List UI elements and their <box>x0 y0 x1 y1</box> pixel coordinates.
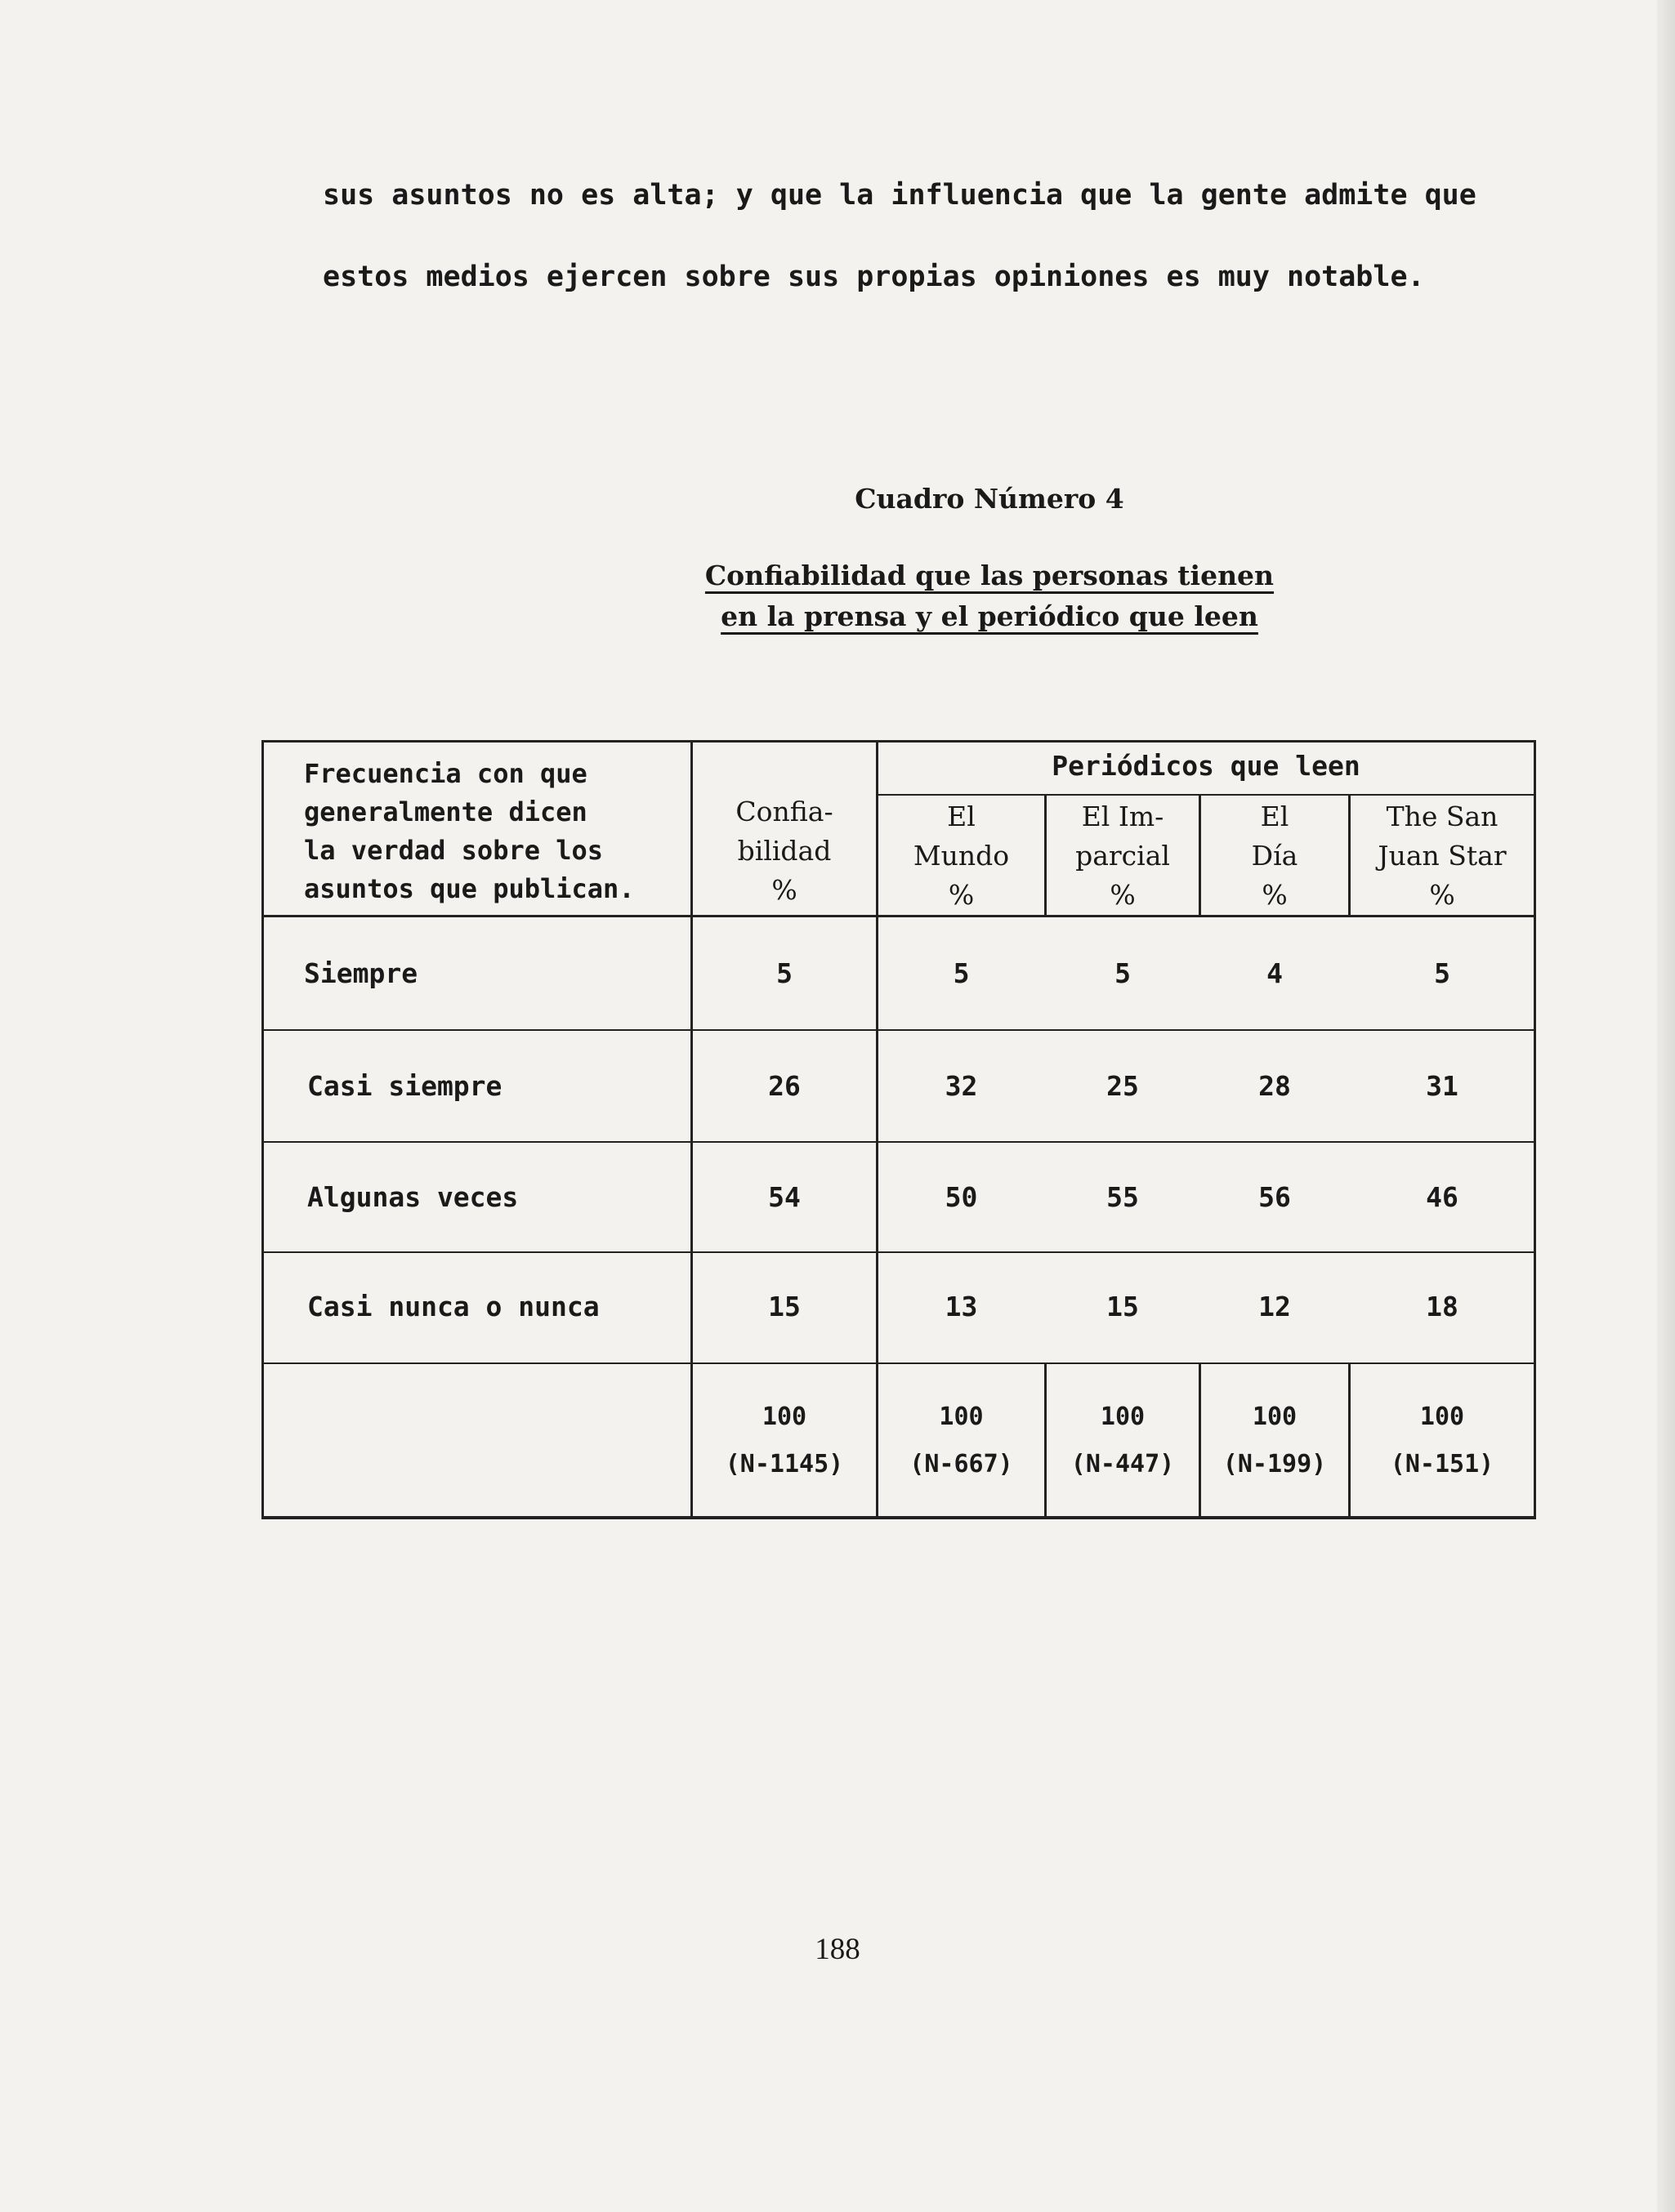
total-cell <box>878 1394 1044 1488</box>
total-cell <box>1351 1394 1534 1488</box>
total-cell <box>1201 1394 1348 1488</box>
table-cell: 26 <box>768 1070 801 1102</box>
row-label: Casi siempre <box>307 1070 502 1102</box>
total-n: (N-1145) <box>725 1450 844 1478</box>
row-rule-2 <box>261 1141 1536 1143</box>
table-cell: 4 <box>1266 957 1283 989</box>
total-n: (N-199) <box>1222 1450 1327 1478</box>
stub-header-line: Frecuencia con que <box>304 758 587 789</box>
row-rule-1 <box>261 1029 1536 1031</box>
table-cell: 32 <box>945 1070 978 1102</box>
table-cell: 5 <box>953 957 970 989</box>
paper-header-pct: % <box>1262 879 1288 911</box>
header-bottom-rule <box>261 915 1536 917</box>
periodicos-group-header: Periódicos que leen <box>1052 750 1360 782</box>
table-cell: 28 <box>1258 1070 1291 1102</box>
page-number: 188 <box>815 1933 860 1966</box>
total-cell <box>693 1394 876 1488</box>
stub-header-line: la verdad sobre los <box>304 835 604 866</box>
paper-header-line: El <box>1260 801 1289 832</box>
table-cell: 13 <box>945 1291 978 1322</box>
confiabilidad-header <box>693 792 876 910</box>
table-bottom-rule <box>261 1516 1536 1519</box>
row-label: Casi nunca o nunca <box>307 1291 600 1322</box>
stub-header-line: generalmente dicen <box>304 796 587 827</box>
paper-header-line: The San <box>1386 801 1499 832</box>
row-rule-4 <box>261 1362 1536 1364</box>
table-cell: 5 <box>1114 957 1131 989</box>
paper-header-line: Día <box>1251 840 1298 872</box>
table-cell: 5 <box>1434 957 1450 989</box>
stub-header <box>304 755 635 908</box>
data-table <box>261 740 1536 1523</box>
stub-header-line: asuntos que publican. <box>304 873 635 904</box>
paper-header-el-dia <box>1201 797 1348 915</box>
paragraph-line-1: sus asuntos no es alta; y que la influencia que la gente admite que <box>323 179 1476 212</box>
table-title-line-1: Confiabilidad que las personas tienen <box>704 560 1275 591</box>
table-cell: 25 <box>1106 1070 1139 1102</box>
total-n: (N-667) <box>909 1450 1013 1478</box>
table-cell: 15 <box>768 1291 801 1322</box>
right-rule <box>1534 740 1536 1519</box>
row-label: Siempre <box>304 957 418 989</box>
confiabilidad-header-line: % <box>771 874 797 906</box>
paper-header-line: Juan Star <box>1378 840 1507 872</box>
total-n: (N-447) <box>1070 1450 1175 1478</box>
paper-header-line: El Im- <box>1081 801 1164 832</box>
row-rule-3 <box>261 1251 1536 1253</box>
table-cell: 18 <box>1426 1291 1458 1322</box>
table-cell: 55 <box>1106 1181 1139 1213</box>
table-top-rule <box>261 740 1536 743</box>
table-cell: 50 <box>945 1181 978 1213</box>
left-rule <box>261 740 264 1519</box>
table-cell: 54 <box>768 1181 801 1213</box>
paper-header-line: parcial <box>1075 840 1170 872</box>
paragraph-line-2: estos medios ejercen sobre sus propias opiniones es muy notable. <box>323 261 1425 293</box>
table-cell: 31 <box>1426 1070 1458 1102</box>
paper-header-pct: % <box>948 879 975 911</box>
table-cell: 12 <box>1258 1291 1291 1322</box>
confiabilidad-header-line: bilidad <box>737 835 832 867</box>
total-value: 100 <box>1419 1403 1465 1431</box>
total-n: (N-151) <box>1390 1450 1494 1478</box>
page-edge <box>1657 0 1675 2212</box>
table-title-line-2: en la prensa y el periódico que leen <box>721 600 1258 632</box>
total-cell <box>1047 1394 1199 1488</box>
paper-header-el-mundo <box>878 797 1044 915</box>
total-value: 100 <box>939 1403 984 1431</box>
table-cell: 15 <box>1106 1291 1139 1322</box>
total-value: 100 <box>762 1403 807 1431</box>
table-number: Cuadro Número 4 <box>855 483 1124 515</box>
paper-header-el-imparcial <box>1047 797 1199 915</box>
paper-header-line: El <box>947 801 976 832</box>
paper-header-pct: % <box>1110 879 1136 911</box>
confiabilidad-header-line: Confia- <box>735 796 833 827</box>
table-cell: 56 <box>1258 1181 1291 1213</box>
table-cell: 46 <box>1426 1181 1458 1213</box>
paper-header-san-juan-star <box>1351 797 1534 915</box>
total-value: 100 <box>1100 1403 1146 1431</box>
total-value: 100 <box>1252 1403 1298 1431</box>
paper-header-pct: % <box>1429 879 1455 911</box>
table-cell: 5 <box>776 957 793 989</box>
paper-header-line: Mundo <box>913 840 1010 872</box>
group-header-rule <box>876 794 1536 796</box>
row-label: Algunas veces <box>307 1181 519 1213</box>
